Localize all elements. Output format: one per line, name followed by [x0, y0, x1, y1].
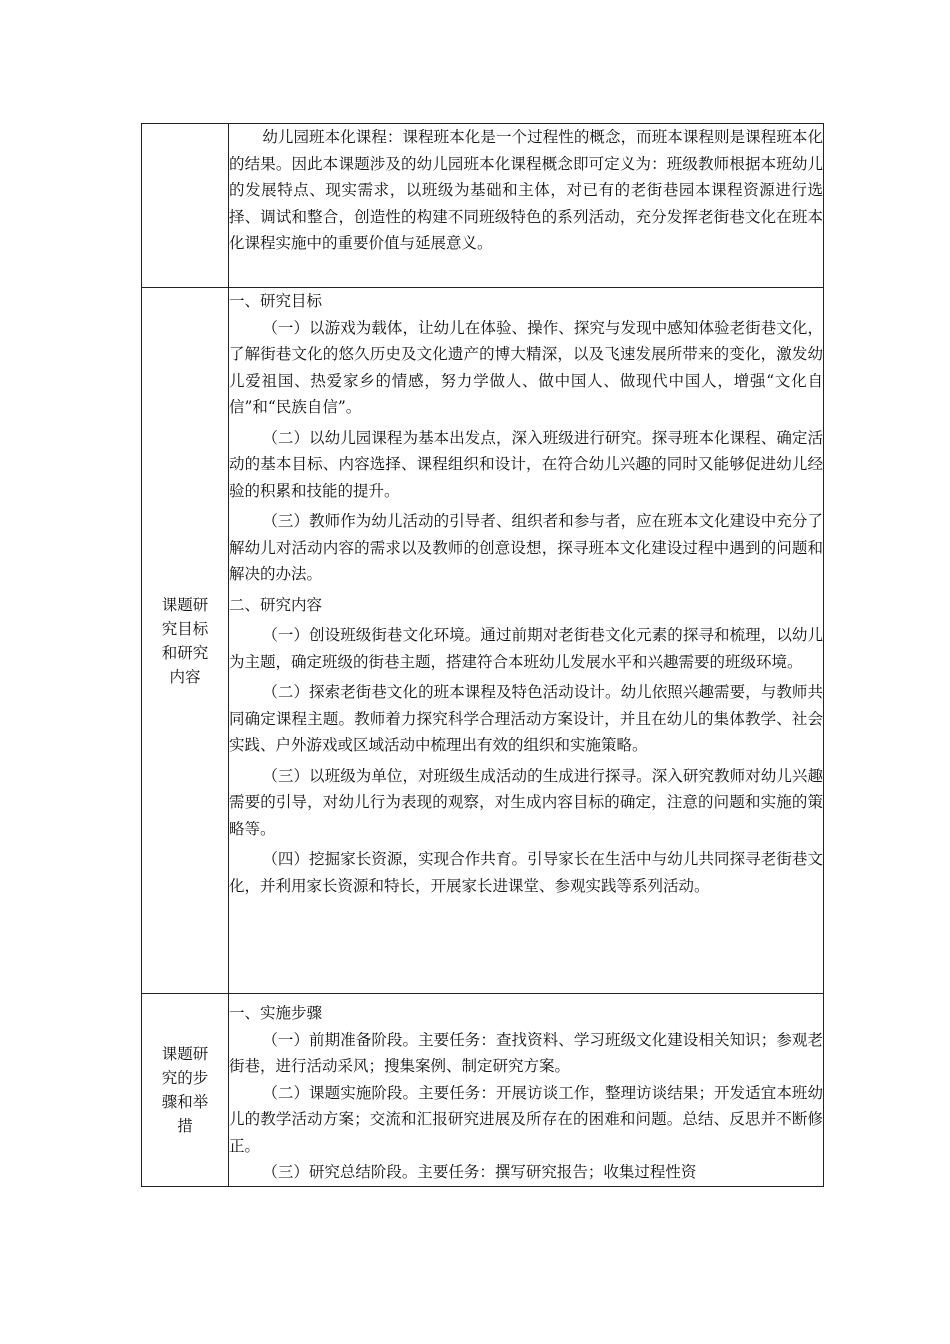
label-line: 措 [177, 1116, 193, 1135]
row-content [229, 124, 824, 288]
paragraph: （四）挖掘家长资源，实现合作共育。引导家长在生活中与幼儿共同探寻老街巷文化，并利用家长资源和特长，开展家长进课堂、参观实践等系列活动。 [229, 850, 823, 895]
label-line: 和研究 [161, 643, 209, 662]
section-heading: 一、研究目标 [229, 292, 323, 310]
paragraph: （一）以游戏为载体，让幼儿在体验、操作、探究与发现中感知体验老街巷文化，了解街巷文化的悠久历史及文化遗产的博大精深，以及飞速发展所带来的变化，激发幼儿爱祖国、热爱家乡的情感，努力学做人、做中国人、做现代中国人，增强“文化自信”和“民族自信”。 [229, 318, 823, 416]
paragraph: （三）研究总结阶段。主要任务：撰写研究报告；收集过程性资 [262, 1163, 697, 1181]
paragraph: （二）探索老街巷文化的班本课程及特色活动设计。幼儿依照兴趣需要，与教师共同确定课程主题。教师着力探究科学合理活动方案设计，并且在幼儿的集体教学、社会实践、户外游戏或区域活动中梳理出有效的组织和实施策略。 [229, 683, 823, 754]
section-heading: 一、实施步骤 [229, 1004, 323, 1022]
paragraph: （三）教师作为幼儿活动的引导者、组织者和参与者，应在班本文化建设中充分了解幼儿对活动内容的需求以及教师的创意设想，探寻班本文化建设过程中遇到的问题和解决的办法。 [229, 512, 823, 583]
label-line: 课题研 [161, 1044, 209, 1063]
document-table [141, 123, 824, 1187]
paragraph: （一）创设班级街巷文化环境。通过前期对老街巷文化元素的探寻和梳理，以幼儿为主题，确定班级的街巷主题，搭建符合本班幼儿发展水平和兴趣需要的班级环境。 [229, 626, 823, 671]
row-content [229, 288, 824, 994]
definition-paragraph: 幼儿园班本化课程：课程班本化是一个过程性的概念，而班本课程则是课程班本化的结果。因此本课题涉及的幼儿园班本化课程概念即可定义为：班级教师根据本班幼儿的发展特点、现实需求，以班级为基础和主体，对已有的老街巷园本课程资源进行选择、调试和整合，创造性的构建不同班级特色的系列活动，充分发挥老街巷文化在班本化课程实施中的重要价值与延展意义。 [229, 128, 823, 252]
paragraph: （二）以幼儿园课程为基本出发点，深入班级进行研究。探寻班本化课程、确定活动的基本目标、内容选择、课程组织和设计，在符合幼儿兴趣的同时又能够促进幼儿经验的积累和技能的提升。 [229, 428, 823, 500]
label-line: 究的步 [161, 1068, 209, 1087]
label-line: 课题研 [161, 595, 209, 614]
table-row [142, 288, 824, 994]
paragraph: （二）课题实施阶段。主要任务：开展访谈工作，整理访谈结果；开发适宜本班幼儿的教学活动方案；交流和汇报研究进展及所存在的困难和问题。总结、反思并不断修正。 [229, 1083, 823, 1155]
row-label [142, 124, 229, 288]
label-line: 究目标 [161, 619, 209, 638]
label-line: 骤和举 [161, 1092, 209, 1111]
label-line: 内容 [169, 667, 201, 686]
paragraph: （一）前期准备阶段。主要任务：查找资料、学习班级文化建设相关知识；参观老街巷，进行活动采风；搜集案例、制定研究方案。 [229, 1030, 823, 1075]
paragraph: （三）以班级为单位，对班级生成活动的生成进行探寻。深入研究教师对幼儿兴趣需要的引导，对幼儿行为表现的观察，对生成内容目标的确定，注意的问题和实施的策略等。 [229, 766, 823, 838]
table-row [142, 994, 824, 1187]
table-row [142, 124, 824, 288]
row-label [142, 288, 229, 994]
row-content [229, 994, 824, 1187]
row-label [142, 994, 229, 1187]
section-heading: 二、研究内容 [229, 595, 323, 614]
